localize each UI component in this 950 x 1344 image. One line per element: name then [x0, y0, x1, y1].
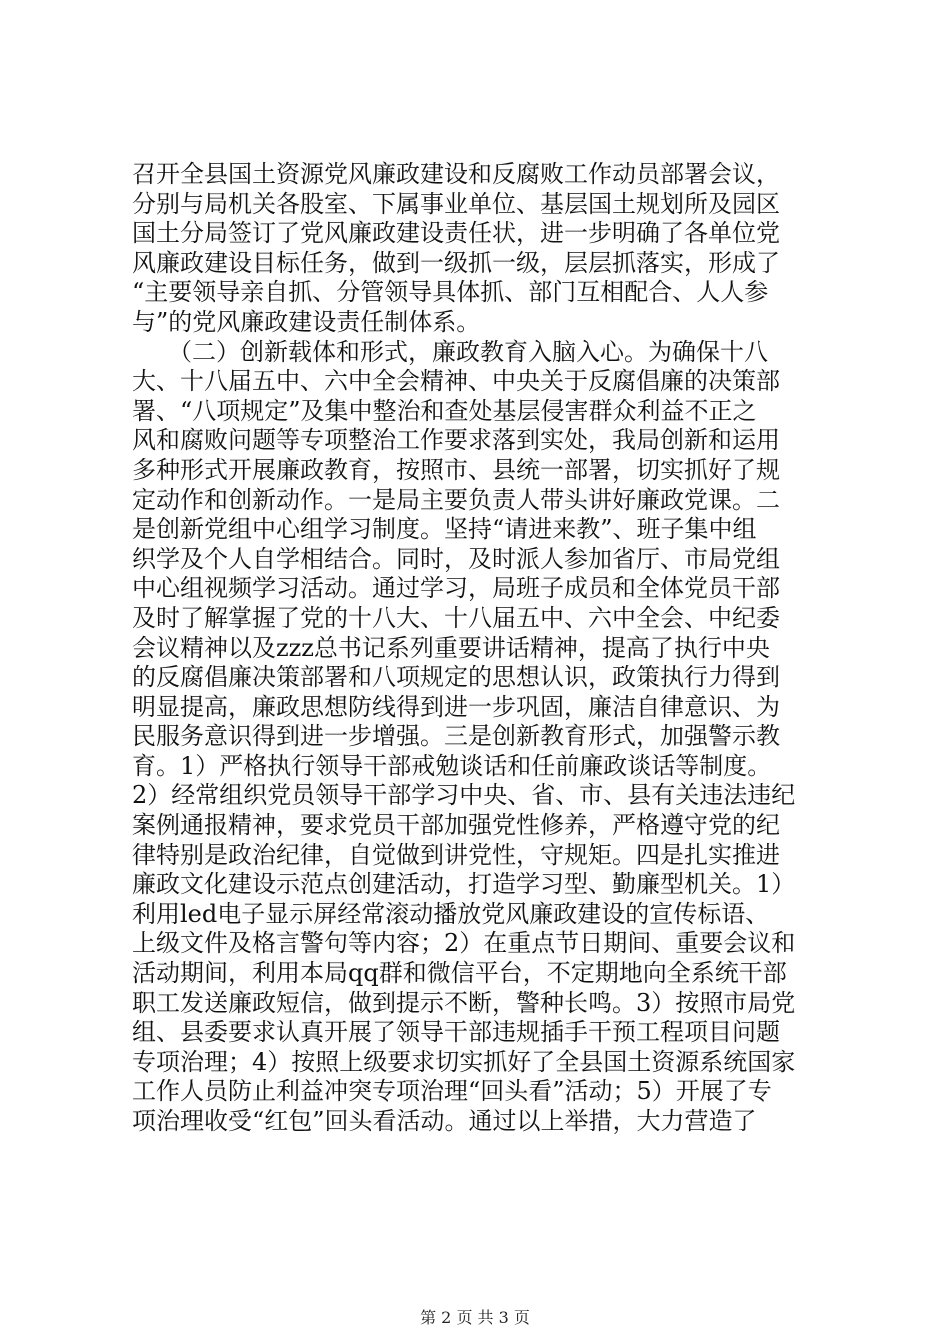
text-line: 廉政文化建设示范点创建活动，打造学习型、勤廉型机关。1） [132, 870, 796, 899]
text-line: 分别与局机关各股室、下属事业单位、基层国土规划所及园区 [132, 189, 780, 218]
text-line: 利用led电子显示屏经常滚动播放党风廉政建设的宣传标语、 [132, 899, 770, 928]
text-line: 会议精神以及zzz总书记系列重要讲话精神，提高了执行中央 [132, 633, 770, 662]
text-line: 上级文件及格言警句等内容；2）在重点节日期间、重要会议和 [132, 929, 796, 958]
text-line: 的反腐倡廉决策部署和八项规定的思想认识，政策执行力得到 [132, 663, 780, 692]
text-line: 民服务意识得到进一步增强。三是创新教育形式，加强警示教 [132, 722, 780, 751]
text-line: 大、十八届五中、六中全会精神、中央关于反腐倡廉的决策部 [132, 367, 780, 396]
text-line: （二）创新载体和形式，廉政教育入脑入心。为确保十八 [132, 337, 768, 366]
page-footer [0, 1305, 950, 1328]
text-line: 案例通报精神，要求党员干部加强党性修养，严格遵守党的纪 [132, 811, 780, 840]
text-line: 明显提高，廉政思想防线得到进一步巩固，廉洁自律意识、为 [132, 692, 780, 721]
text-line: 中心组视频学习活动。通过学习，局班子成员和全体党员干部 [132, 574, 780, 603]
text-line: 织学及个人自学相结合。同时，及时派人参加省厅、市局党组 [132, 544, 780, 573]
text-line: 职工发送廉政短信，做到提示不断，警种长鸣。3）按照市局党 [132, 988, 796, 1017]
text-line: 国土分局签订了党风廉政建设责任状，进一步明确了各单位党 [132, 219, 780, 248]
text-line: 项治理收受“红包”回头看活动。通过以上举措，大力营造了 [132, 1107, 757, 1135]
page-number: 第 2 页 共 3 页 [420, 1308, 530, 1327]
text-line: 专项治理；4）按照上级要求切实抓好了全县国土资源系统国家 [132, 1047, 796, 1076]
text-line: 2）经常组织党员领导干部学习中央、省、市、县有关违法违纪 [132, 781, 796, 810]
text-line: 召开全县国土资源党风廉政建设和反腐败工作动员部署会议， [132, 160, 780, 188]
text-line: 活动期间，利用本局qq群和微信平台，不定期地向全系统干部 [132, 959, 787, 988]
text-line: 多种形式开展廉政教育，按照市、县统一部署，切实抓好了规 [132, 455, 780, 484]
text-line: 律特别是政治纪律，自觉做到讲党性，守规矩。四是扎实推进 [132, 840, 780, 869]
text-line: 工作人员防止利益冲突专项治理“回头看”活动；5）开展了专 [132, 1077, 772, 1106]
text-line: “主要领导亲自抓、分管领导具体抓、部门互相配合、人人参 [132, 278, 769, 307]
text-line: 风廉政建设目标任务，做到一级抓一级，层层抓落实，形成了 [132, 248, 780, 277]
text-line: 及时了解掌握了党的十八大、十八届五中、六中全会、中纪委 [132, 603, 780, 632]
text-line: 育。1）严格执行领导干部戒勉谈话和任前廉政谈话等制度。 [132, 751, 772, 780]
text-line: 风和腐败问题等专项整治工作要求落到实处，我局创新和运用 [132, 426, 780, 455]
text-line: 组、县委要求认真开展了领导干部违规插手干预工程项目问题 [132, 1018, 780, 1047]
text-line: 定动作和创新动作。一是局主要负责人带头讲好廉政党课。二 [132, 485, 780, 514]
body-text [132, 160, 892, 1137]
text-line: 与”的党风廉政建设责任制体系。 [132, 307, 481, 336]
text-line: 是创新党组中心组学习制度。坚持“请进来教”、班子集中组 [132, 515, 757, 544]
text-line: 署、“八项规定”及集中整治和查处基层侵害群众利益不正之 [132, 396, 757, 425]
